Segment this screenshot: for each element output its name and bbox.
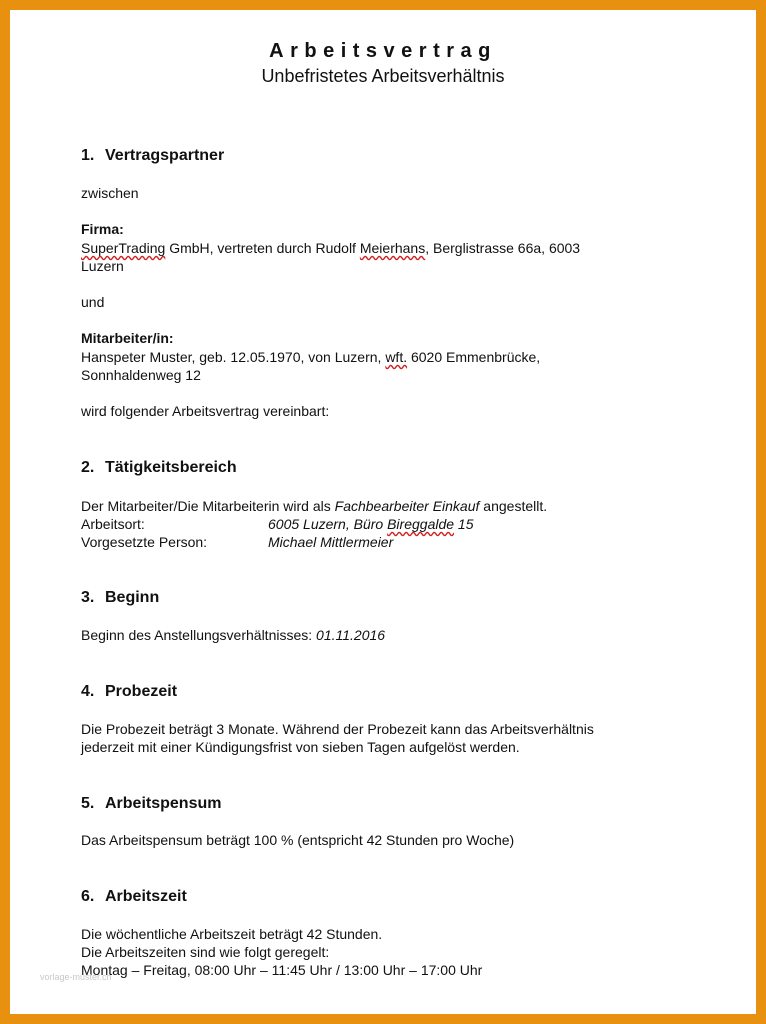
- arbeitsort-value: [268, 515, 474, 533]
- section-title: Arbeitszeit: [105, 888, 187, 905]
- arbeitsort-city: 6005 Luzern, Büro: [268, 516, 388, 532]
- taetigkeit-tail: angestellt.: [479, 498, 548, 514]
- mitarbeiter-wft: wft.: [385, 349, 408, 365]
- taetigkeit-line: [81, 497, 547, 515]
- mitarbeiter-line-1: [81, 348, 540, 366]
- firma-person: Meierhans: [359, 240, 426, 256]
- document-title: Arbeitsvertrag: [269, 40, 497, 62]
- taetigkeit-role: Fachbearbeiter Einkauf: [334, 498, 480, 514]
- arbeitspensum-text: Das Arbeitspensum beträgt 100 % (entspricht 42 Stunden pro Woche): [81, 832, 515, 848]
- beginn-line: [81, 626, 385, 644]
- section-3-heading: [81, 589, 159, 607]
- vorgesetzte-value: Michael Mittlermeier: [268, 534, 394, 550]
- arbeitszeit-line-3: Montag – Freitag, 08:00 Uhr – 11:45 Uhr / 13:00 Uhr – 17:00 Uhr: [81, 962, 483, 978]
- document-page: [10, 10, 756, 1014]
- vorgesetzte-label: Vorgesetzte Person:: [81, 534, 208, 550]
- section-title: Vertragspartner: [105, 147, 225, 164]
- mitarbeiter-line-2: Sonnhaldenweg 12: [81, 367, 201, 383]
- section-title: Arbeitspensum: [105, 795, 222, 812]
- arbeitsort-street: Bireggalde: [387, 516, 455, 532]
- section-title: Tätigkeitsbereich: [105, 459, 237, 476]
- section-number: 3.: [81, 589, 95, 606]
- section-5-heading: [81, 795, 221, 813]
- firma-name: SuperTrading: [81, 240, 166, 256]
- arbeitsort-number: 15: [454, 516, 474, 532]
- beginn-text: Beginn des Anstellungsverhältnisses:: [81, 627, 317, 643]
- section-title: Beginn: [105, 589, 160, 606]
- section-number: 4.: [81, 683, 95, 700]
- section-4-heading: [81, 683, 177, 701]
- mitarbeiter-text: Hanspeter Muster, geb. 12.05.1970, von Luzern,: [81, 349, 386, 365]
- probezeit-line-2: jederzeit mit einer Kündigungsfrist von sieben Tagen aufgelöst werden.: [81, 739, 520, 755]
- text-und: und: [81, 294, 105, 310]
- arbeitszeit-line-2: Die Arbeitszeiten sind wie folgt geregelt:: [81, 944, 330, 960]
- mitarbeiter-label: Mitarbeiter/in:: [81, 330, 174, 346]
- document-subtitle: Unbefristetes Arbeitsverhältnis: [261, 66, 505, 86]
- mitarbeiter-place: 6020 Emmenbrücke,: [407, 349, 541, 365]
- section-number: 5.: [81, 795, 95, 812]
- beginn-date: 01.11.2016: [316, 627, 386, 643]
- watermark: vorlage-muster.ch: [40, 972, 112, 982]
- taetigkeit-text: Der Mitarbeiter/Die Mitarbeiterin wird als: [81, 498, 335, 514]
- firma-line: [81, 239, 580, 257]
- section-number: 1.: [81, 147, 95, 164]
- arbeitsort-row: [81, 515, 641, 533]
- text-zwischen: zwischen: [81, 185, 139, 201]
- firma-text: GmbH, vertreten durch Rudolf: [165, 240, 360, 256]
- section-number: 6.: [81, 888, 95, 905]
- firma-city: Luzern: [81, 258, 124, 274]
- section-1-heading: [81, 147, 224, 165]
- arbeitsort-label: Arbeitsort:: [81, 516, 145, 532]
- section-6-heading: [81, 888, 187, 906]
- arbeitszeit-line-1: Die wöchentliche Arbeitszeit beträgt 42 Stunden.: [81, 926, 383, 942]
- section-2-heading: [81, 459, 237, 477]
- closing-text: wird folgender Arbeitsvertrag vereinbart:: [81, 403, 330, 419]
- firma-address: , Berglistrasse 66a, 6003: [425, 240, 581, 256]
- section-number: 2.: [81, 459, 95, 476]
- firma-label: Firma:: [81, 221, 124, 237]
- vorgesetzte-row: [81, 533, 641, 551]
- section-title: Probezeit: [105, 683, 178, 700]
- probezeit-line-1: Die Probezeit beträgt 3 Monate. Während der Probezeit kann das Arbeitsverhältnis: [81, 721, 594, 737]
